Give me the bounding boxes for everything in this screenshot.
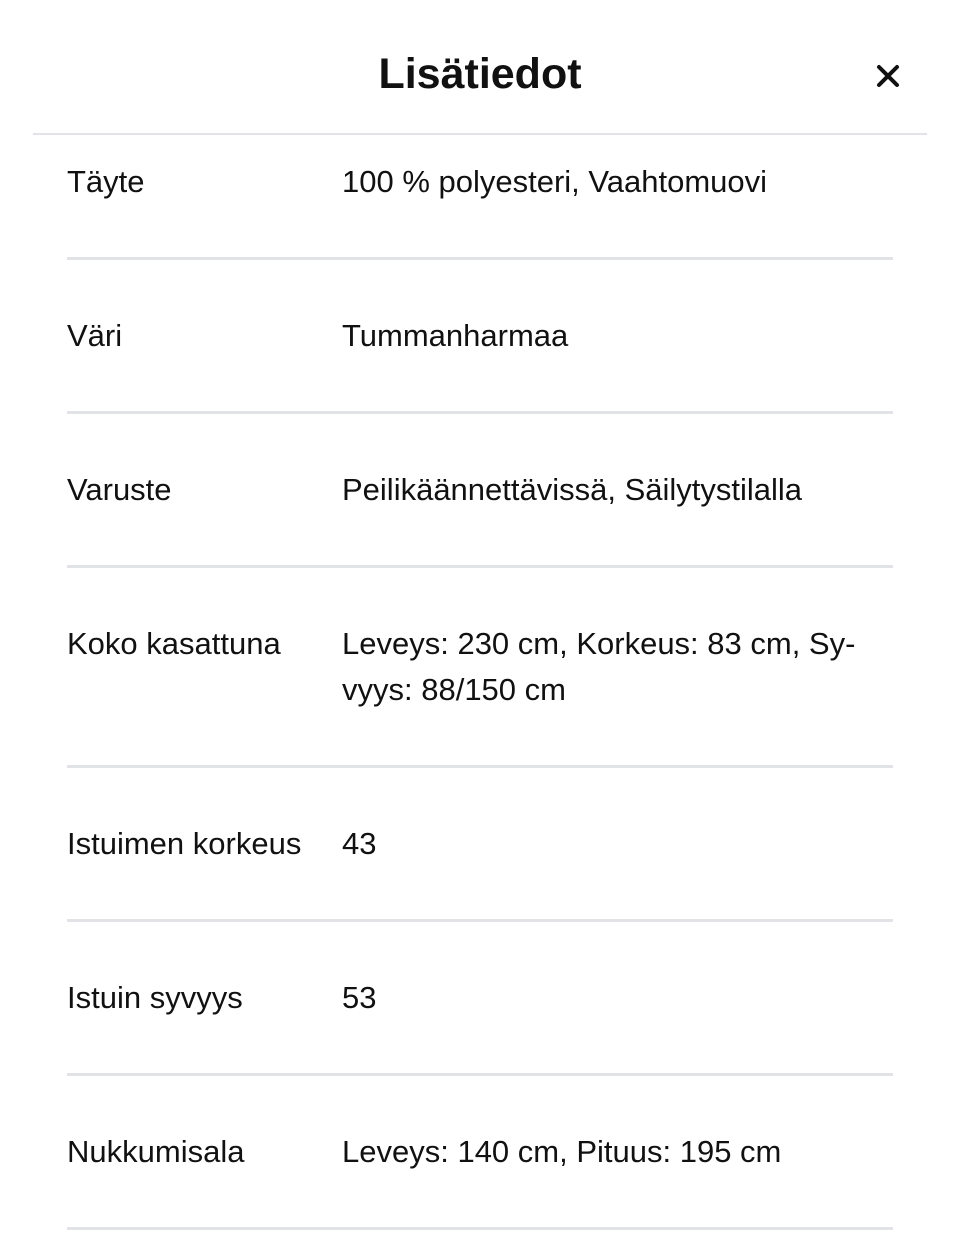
- detail-value-line: Leveys: 230 cm, Korkeus: 83 cm, Sy-: [342, 626, 856, 661]
- detail-row-seat-height: [67, 768, 893, 922]
- detail-value-line: vyys: 88/150 cm: [342, 672, 566, 707]
- detail-label: Koko kasattuna: [67, 626, 281, 661]
- detail-value: 53: [342, 980, 377, 1015]
- detail-row-color: [67, 260, 893, 414]
- detail-value: Leveys: 140 cm, Pituus: 195 cm: [342, 1134, 782, 1169]
- dialog-title: Lisätiedot: [378, 50, 582, 98]
- detail-label: Nukkumisala: [67, 1134, 245, 1169]
- close-button[interactable]: [862, 50, 914, 102]
- detail-row-filling: [67, 135, 893, 260]
- detail-value: 100 % polyesteri, Vaahtomuovi: [342, 164, 768, 199]
- detail-row-seat-depth: [67, 922, 893, 1076]
- detail-label: Täyte: [67, 164, 145, 199]
- detail-value: [342, 621, 882, 713]
- close-icon: [876, 64, 900, 88]
- detail-row-assembled-size: [67, 568, 893, 768]
- detail-label: Istuimen korkeus: [67, 826, 302, 861]
- detail-label: Istuin syvyys: [67, 980, 243, 1015]
- detail-row-sleeping-area: [67, 1076, 893, 1230]
- details-list: [67, 135, 893, 1230]
- detail-row-features: [67, 414, 893, 568]
- detail-label: Väri: [67, 318, 123, 353]
- detail-value: Peilikäännettävissä, Säilytystilalla: [342, 472, 803, 507]
- detail-value: Tummanharmaa: [342, 318, 569, 353]
- dialog-header: [0, 0, 960, 135]
- detail-value: 43: [342, 826, 377, 861]
- detail-label: Varuste: [67, 472, 172, 507]
